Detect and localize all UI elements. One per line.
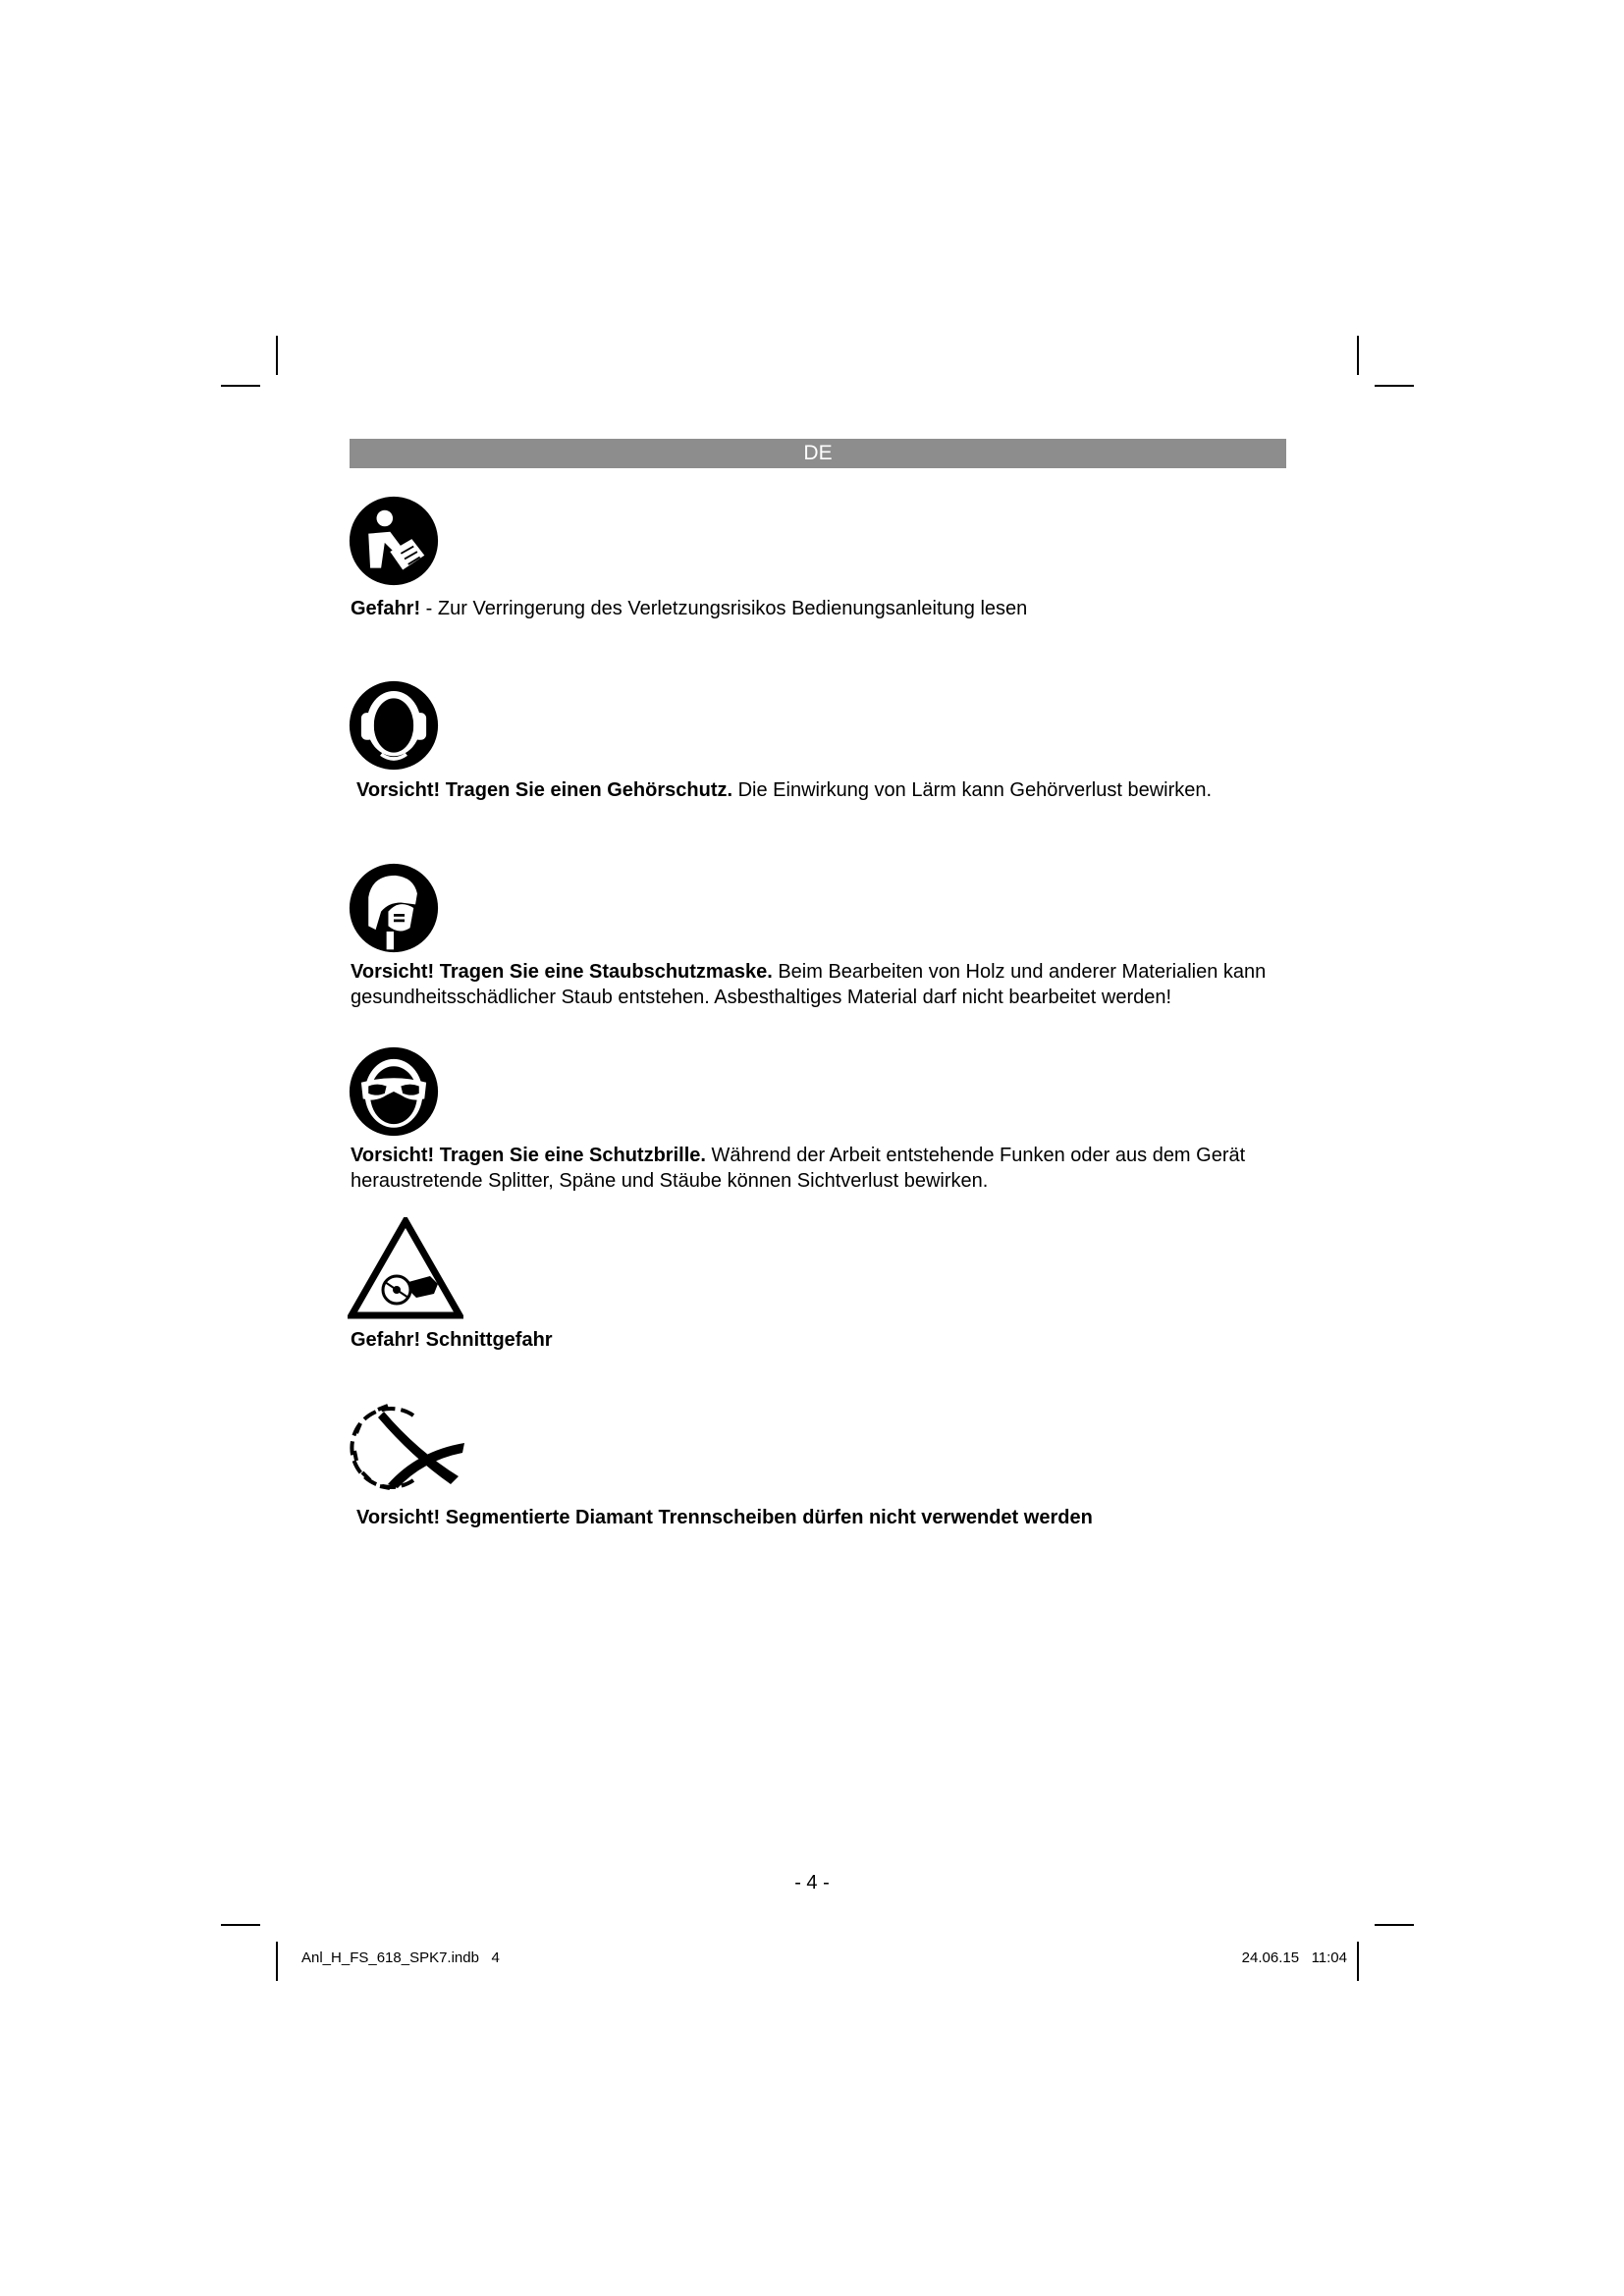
- crop-mark-top-left-v: [276, 336, 278, 375]
- warning-strong: Vorsicht! Tragen Sie eine Staubschutzmaske.: [351, 961, 773, 983]
- crop-mark-top-right-v: [1357, 336, 1359, 375]
- warning-body: Während der Arbeit entstehende Funken oder aus dem Gerät heraustretende Splitter, Späne und Stäube können Sichtverlust bewirken.: [351, 1145, 1246, 1192]
- dust-mask-icon: [349, 863, 439, 953]
- crop-mark-bottom-left-h: [221, 1924, 260, 1926]
- warning-text-dust-mask: [351, 959, 1293, 1010]
- language-header: DE: [350, 439, 1286, 468]
- warning-body: Beim Bearbeiten von Holz und anderer Materialien kann gesundheitsschädlicher Staub entstehen. Asbesthaltiges Material darf nicht bearbeitet werden!: [351, 961, 1267, 1008]
- crop-mark-bottom-left-v: [276, 1942, 278, 1981]
- crop-mark-bottom-right-h: [1375, 1924, 1414, 1926]
- warning-strong: Vorsicht! Segmentierte Diamant Trennscheiben dürfen nicht verwendet werden: [356, 1507, 1093, 1528]
- warning-body: - Zur Verringerung des Verletzungsrisikos Bedienungsanleitung lesen: [420, 598, 1028, 619]
- warning-text-read-manual: [351, 596, 1293, 621]
- footer-timestamp: 24.06.15 11:04: [1241, 1949, 1347, 1966]
- crop-mark-bottom-right-v: [1357, 1942, 1359, 1981]
- warning-strong: Vorsicht! Tragen Sie eine Schutzbrille.: [351, 1145, 706, 1166]
- warning-text-ear-protection: [356, 777, 1299, 803]
- cut-hazard-icon: [348, 1217, 463, 1319]
- safety-goggles-icon: [349, 1046, 439, 1137]
- warning-text-no-segmented-blade: [356, 1505, 1299, 1530]
- page-number: - 4 -: [794, 1872, 830, 1894]
- warning-strong: Vorsicht! Tragen Sie einen Gehörschutz.: [356, 779, 733, 801]
- no-segmented-diamond-blade-icon: [349, 1402, 468, 1492]
- warning-strong: Gefahr! Schnittgefahr: [351, 1329, 553, 1351]
- read-manual-icon: [349, 496, 439, 586]
- warning-body: Die Einwirkung von Lärm kann Gehörverlust bewirken.: [732, 779, 1213, 801]
- warning-text-cut-hazard: [351, 1327, 1293, 1353]
- crop-mark-top-right-h: [1375, 385, 1414, 387]
- footer-file: Anl_H_FS_618_SPK7.indb 4: [301, 1949, 500, 1966]
- warning-text-safety-goggles: [351, 1143, 1293, 1194]
- ear-protection-icon: [349, 680, 439, 771]
- crop-mark-top-left-h: [221, 385, 260, 387]
- warning-strong: Gefahr!: [351, 598, 421, 619]
